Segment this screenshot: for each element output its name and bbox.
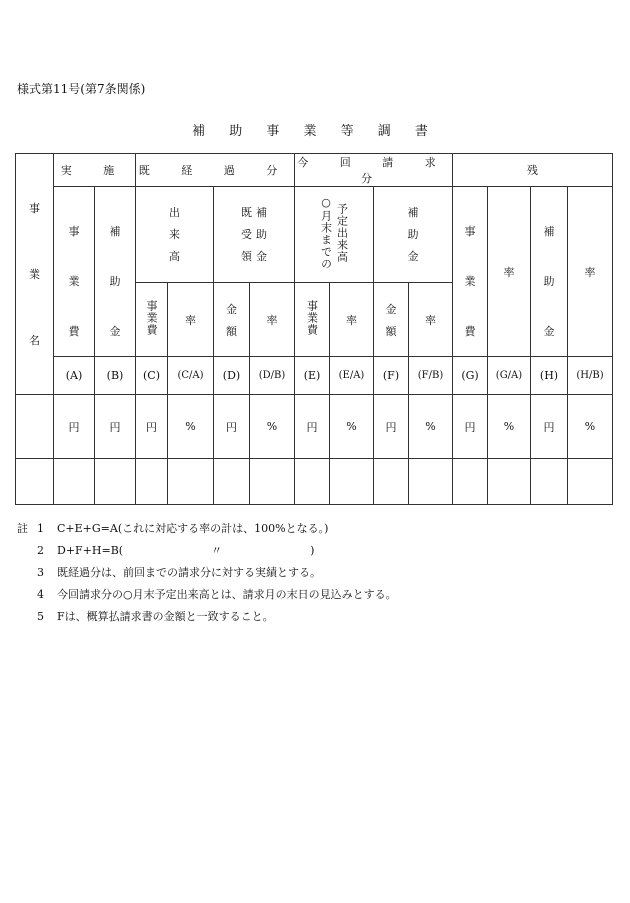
data-cell[interactable]: [488, 459, 531, 505]
current-group-header: 今 回 請 求 分: [295, 154, 453, 187]
code-g-over-a: (G/A): [488, 357, 531, 395]
past-received-rate-subheader: 率: [250, 283, 295, 357]
data-cell[interactable]: [295, 459, 330, 505]
data-cell[interactable]: [409, 459, 453, 505]
project-name-char: 事: [29, 202, 40, 215]
unit-pct[interactable]: %: [488, 395, 531, 459]
notes-label: 註: [17, 522, 28, 535]
actual-subsidy-char: 補: [109, 224, 121, 238]
unit-yen[interactable]: 円: [531, 395, 568, 459]
table-row: [16, 459, 613, 505]
code-f-over-b: (F/B): [409, 357, 453, 395]
current-planned-line2: ○月末までの: [319, 196, 333, 270]
project-name-cell[interactable]: [16, 395, 54, 459]
unit-yen[interactable]: 円: [453, 395, 488, 459]
data-cell[interactable]: [136, 459, 168, 505]
code-d: (D): [214, 357, 250, 395]
data-cell[interactable]: [453, 459, 488, 505]
current-amount-subheader: 金 額: [374, 283, 409, 357]
actual-group-header: 実 施: [54, 154, 136, 187]
code-e: (E): [295, 357, 330, 395]
code-h-over-b: (H/B): [568, 357, 613, 395]
unit-yen[interactable]: 円: [374, 395, 409, 459]
note-text: C+E+G=A(これに対応する率の計は、100%となる。): [57, 522, 329, 535]
unit-yen[interactable]: 円: [136, 395, 168, 459]
code-b: (B): [95, 357, 136, 395]
code-c: (C): [136, 357, 168, 395]
past-group-header: 既 経 過 分: [136, 154, 295, 187]
current-rate-subheader: 率: [330, 283, 374, 357]
code-c-over-a: (C/A): [168, 357, 214, 395]
code-d-over-b: (D/B): [250, 357, 295, 395]
actual-cost-char: 事: [68, 224, 80, 238]
sub-header-row: [16, 187, 613, 283]
past-completion-char: 来: [169, 227, 180, 241]
data-cell[interactable]: [54, 459, 95, 505]
actual-subsidy-header: [95, 187, 136, 357]
project-name-cell[interactable]: [16, 459, 54, 505]
remaining-rate-header: 率: [488, 187, 531, 357]
past-received-char: 受: [241, 227, 252, 241]
past-completion-char: 高: [169, 249, 180, 263]
past-rate-subheader: 率: [168, 283, 214, 357]
code-row: [16, 357, 613, 395]
remaining-group-header: 残: [453, 154, 613, 187]
unit-pct[interactable]: %: [409, 395, 453, 459]
current-planned-completion-header: [295, 187, 374, 283]
unit-pct[interactable]: %: [568, 395, 613, 459]
note-item: [17, 518, 397, 540]
code-e-over-a: (E/A): [330, 357, 374, 395]
survey-table: [15, 153, 613, 505]
past-received-char: 補: [256, 205, 267, 219]
form-number: 様式第11号(第7条関係): [17, 82, 146, 96]
document-title: 補 助 事 業 等 調 書: [192, 124, 438, 139]
table-row: [16, 395, 613, 459]
remaining-rate2-header: 率: [568, 187, 613, 357]
data-cell[interactable]: [374, 459, 409, 505]
remaining-subsidy-header: [531, 187, 568, 357]
data-cell[interactable]: [531, 459, 568, 505]
data-cell[interactable]: [214, 459, 250, 505]
current-cost-subheader: 事業費: [295, 283, 330, 357]
remaining-cost-char: 事: [464, 224, 476, 238]
past-received-char: 助: [256, 227, 267, 241]
note-text: 既経過分は、前回までの請求分に対する実績とする。: [57, 566, 321, 579]
remaining-subsidy-char: 金: [543, 324, 555, 338]
past-completion-char: 出: [169, 205, 180, 219]
past-received-char: 金: [256, 249, 267, 263]
past-completion-header: [136, 187, 214, 283]
note-number: 4: [37, 588, 44, 601]
remaining-cost-header: [453, 187, 488, 357]
data-cell[interactable]: [330, 459, 374, 505]
actual-cost-char: 費: [68, 324, 80, 338]
current-planned-line1: 予定出来高: [335, 203, 349, 263]
note-text: Fは、概算払請求書の金額と一致すること。: [57, 610, 274, 623]
actual-cost-char: 業: [68, 274, 80, 288]
current-subsidy-char: 助: [407, 227, 419, 241]
remaining-cost-char: 業: [464, 274, 476, 288]
unit-pct[interactable]: %: [168, 395, 214, 459]
past-received-subsidy-header: [214, 187, 295, 283]
note-text: 今回請求分の○月末予定出来高とは、請求月の末日の見込みとする。: [57, 588, 397, 601]
note-item: [17, 540, 397, 562]
notes-section: [17, 518, 397, 628]
actual-cost-header: [54, 187, 95, 357]
code-h: (H): [531, 357, 568, 395]
unit-yen[interactable]: 円: [295, 395, 330, 459]
actual-subsidy-char: 助: [109, 274, 121, 288]
code-f: (F): [374, 357, 409, 395]
data-cell[interactable]: [168, 459, 214, 505]
past-amount-subheader: 金 額: [214, 283, 250, 357]
unit-yen[interactable]: 円: [95, 395, 136, 459]
note-number: 2: [37, 544, 44, 557]
code-g: (G): [453, 357, 488, 395]
code-a: (A): [54, 357, 95, 395]
current-subsidy-rate-subheader: 率: [409, 283, 453, 357]
data-cell[interactable]: [568, 459, 613, 505]
unit-yen[interactable]: 円: [54, 395, 95, 459]
remaining-subsidy-char: 助: [543, 274, 555, 288]
note-item: [17, 606, 397, 628]
current-subsidy-header: [374, 187, 453, 283]
note-number: 5: [37, 610, 44, 623]
remaining-cost-char: 費: [464, 324, 476, 338]
note-item: [17, 562, 397, 584]
project-name-char: 名: [29, 334, 40, 347]
note-text: D+F+H=B( 〃 ): [57, 544, 315, 557]
unit-pct[interactable]: %: [250, 395, 295, 459]
actual-subsidy-char: 金: [109, 324, 121, 338]
group-header-row: [16, 154, 613, 187]
unit-yen[interactable]: 円: [214, 395, 250, 459]
past-received-char: 領: [241, 249, 252, 263]
current-subsidy-char: 補: [407, 205, 419, 219]
note-number: 1: [37, 522, 44, 535]
data-cell[interactable]: [250, 459, 295, 505]
past-cost-subheader: 事業費: [136, 283, 168, 357]
unit-pct[interactable]: %: [330, 395, 374, 459]
note-number: 3: [37, 566, 44, 579]
note-item: [17, 584, 397, 606]
past-received-char: 既: [241, 205, 252, 219]
project-name-header: [16, 154, 54, 395]
remaining-subsidy-char: 補: [543, 224, 555, 238]
project-name-char: 業: [29, 268, 40, 281]
data-cell[interactable]: [95, 459, 136, 505]
current-subsidy-char: 金: [407, 249, 419, 263]
